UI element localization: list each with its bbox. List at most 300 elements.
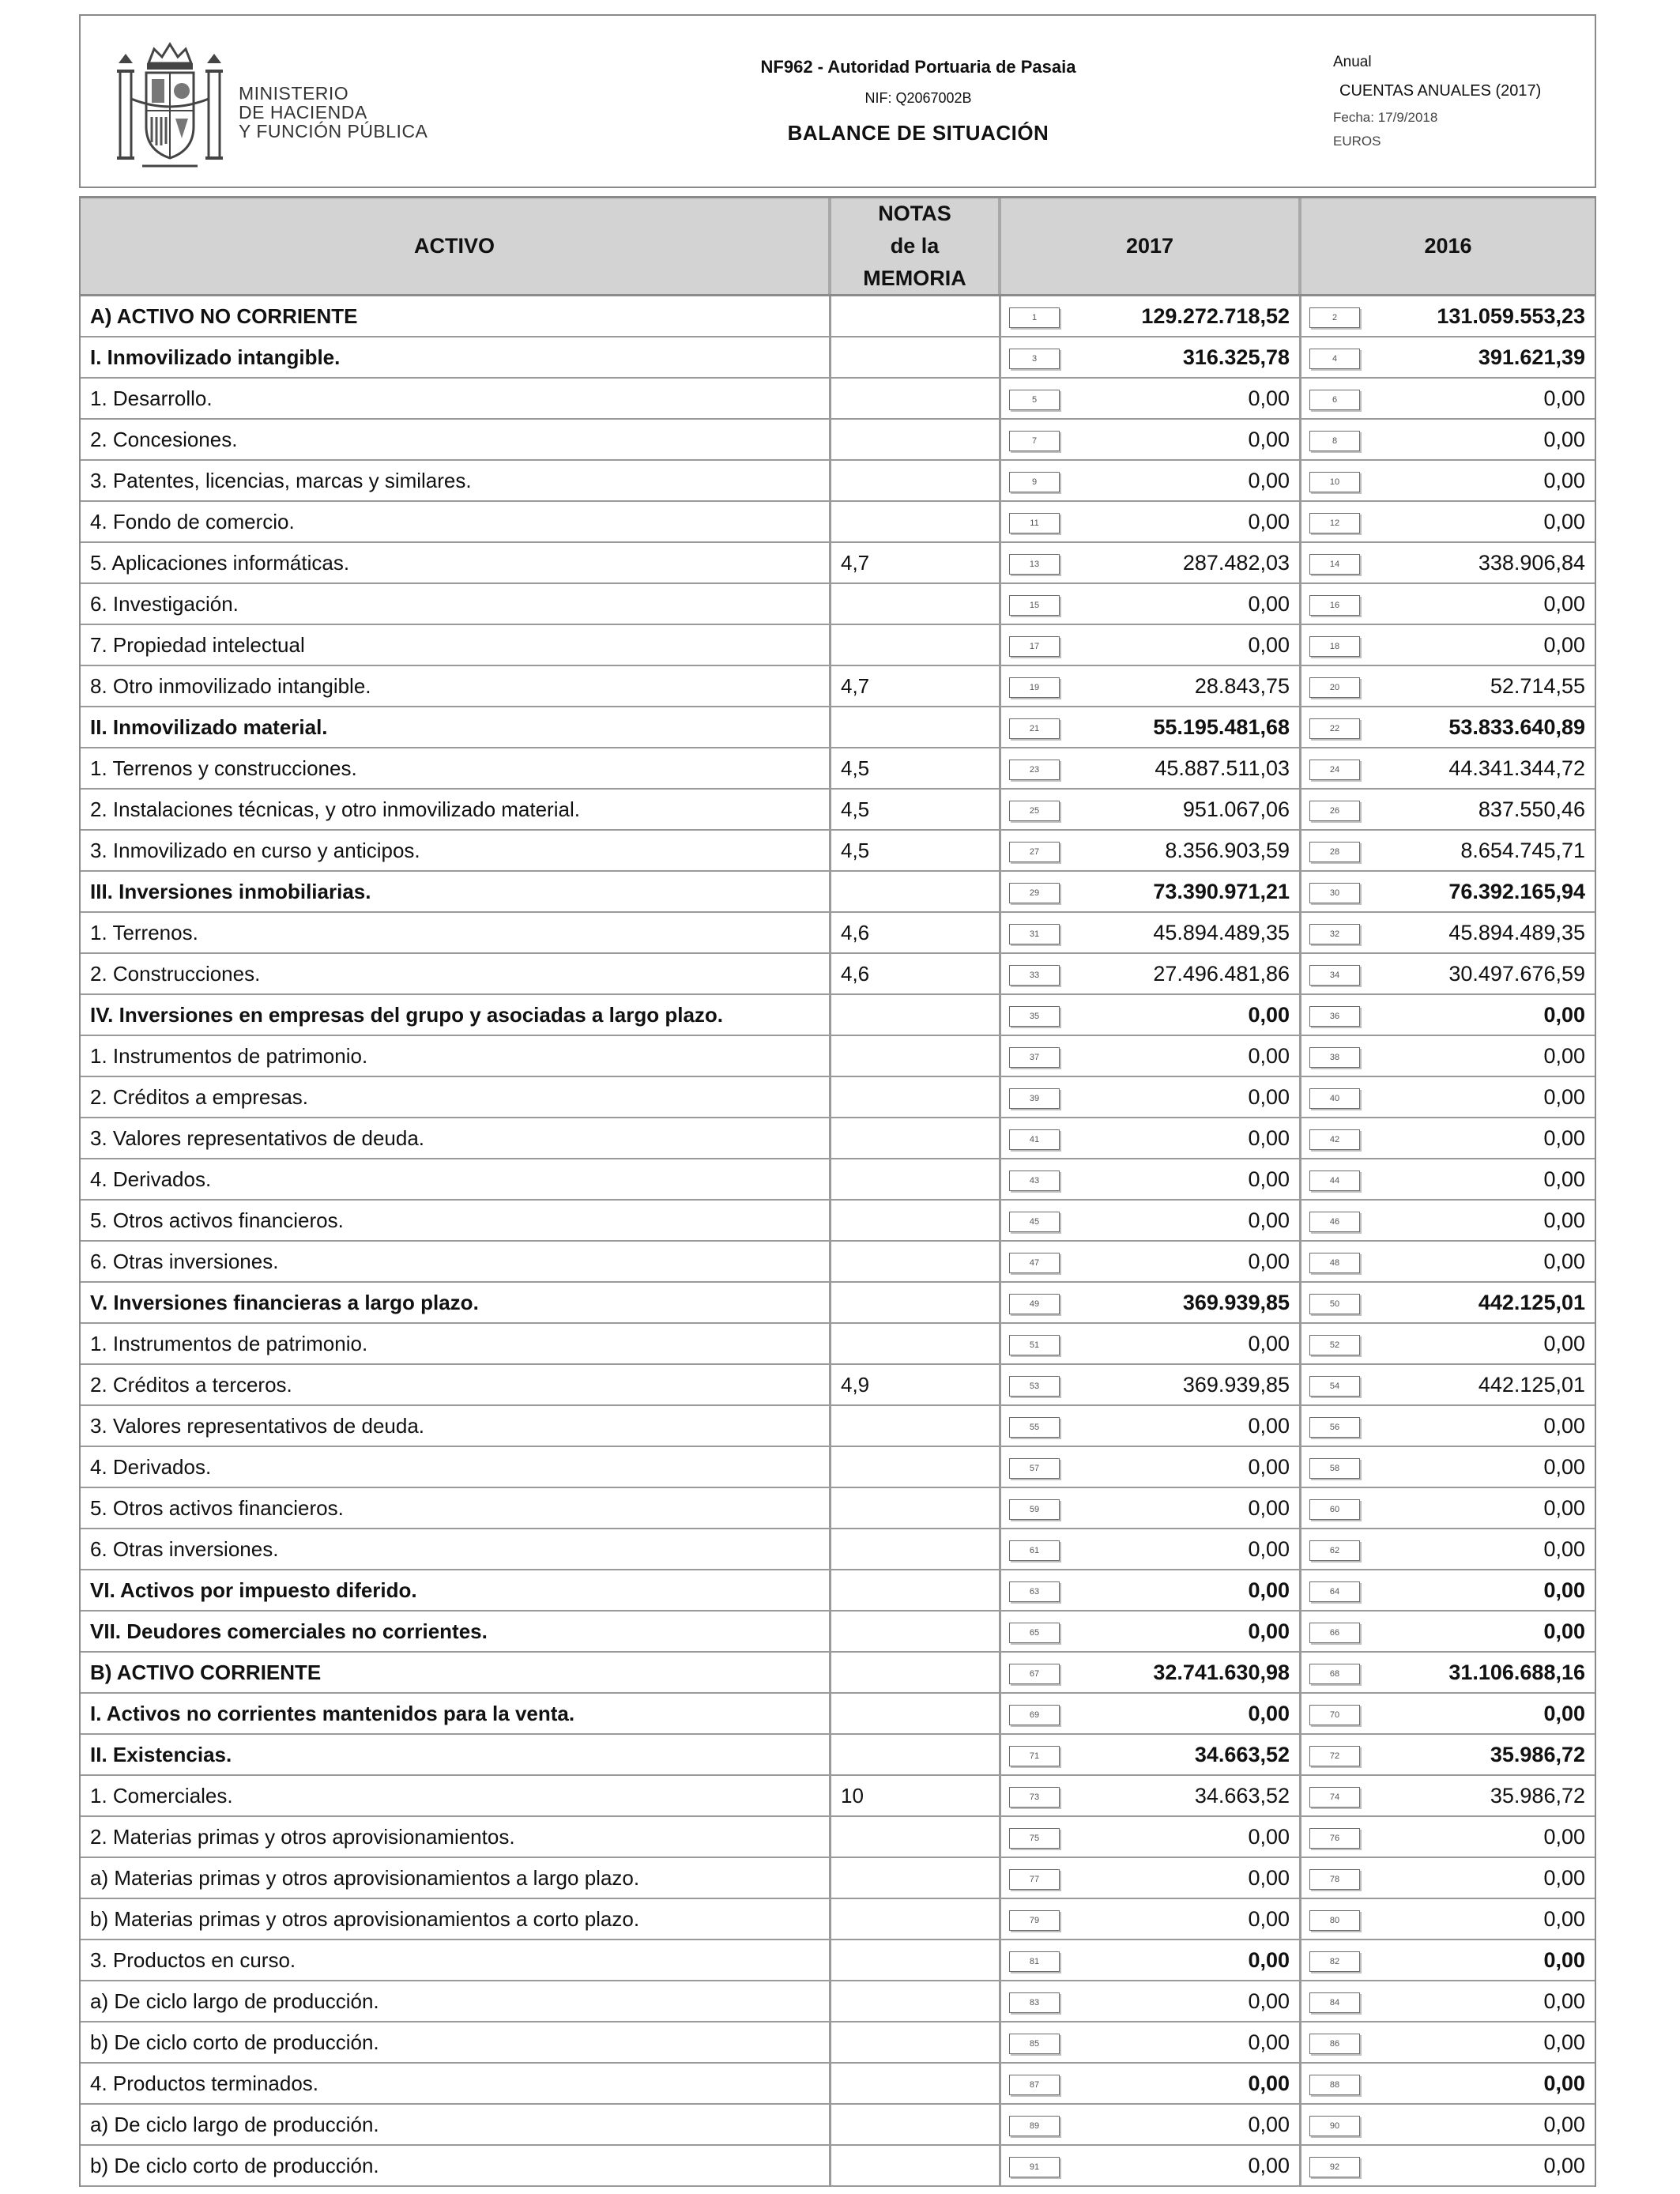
row-label: III. Inversiones inmobiliarias. [81,872,831,911]
cell-2016 [1301,913,1595,952]
header-year-2016: 2016 [1424,234,1472,258]
value-2017: 0,00 [1248,1002,1290,1027]
value-2017: 34.663,52 [1194,1783,1290,1808]
table-row [81,1940,1595,1981]
cell-2016 [1301,2022,1595,2062]
table-row [81,625,1595,666]
row-label: 4. Derivados. [81,1159,831,1199]
row-label: 5. Aplicaciones informáticas. [81,543,831,582]
cell-2016 [1301,2064,1595,2103]
value-2016: 0,00 [1543,1578,1585,1602]
entity-block [681,57,1155,145]
row-notes [831,2022,1001,2062]
cell-2017 [1001,707,1301,747]
box-number: 58 [1309,1458,1360,1479]
box-number: 53 [1009,1376,1060,1397]
cell-2016 [1301,748,1595,788]
box-number: 73 [1009,1787,1060,1808]
box-number: 79 [1009,1910,1060,1931]
document-title: BALANCE DE SITUACIÓN [787,121,1049,145]
value-2017: 369.939,85 [1182,1372,1290,1397]
box-number: 74 [1309,1787,1360,1808]
value-2017: 45.887.511,03 [1155,756,1290,780]
value-2017: 0,00 [1248,509,1290,533]
cell-2016 [1301,1283,1595,1322]
box-number: 11 [1009,513,1060,533]
table-row [81,748,1595,790]
value-2017: 0,00 [1248,1578,1290,1602]
box-number: 37 [1009,1047,1060,1068]
value-2016: 837.550,46 [1478,797,1585,821]
table-row [81,872,1595,913]
table-row [81,1283,1595,1324]
value-2017: 0,00 [1248,1701,1290,1725]
cell-2017 [1001,543,1301,582]
box-number: 61 [1009,1540,1060,1561]
row-notes [831,337,1001,377]
value-2017: 0,00 [1248,2030,1290,2054]
row-label: b) De ciclo corto de producción. [81,2022,831,2062]
table-row [81,2105,1595,2146]
cell-2017 [1001,584,1301,624]
value-2016: 0,00 [1543,1536,1585,1561]
cell-2016 [1301,1324,1595,1363]
coat-of-arms-icon [111,40,229,174]
value-2017: 0,00 [1248,632,1290,657]
box-number: 13 [1009,554,1060,575]
cell-2016 [1301,1036,1595,1076]
value-2017: 0,00 [1248,1167,1290,1191]
row-notes [831,1858,1001,1898]
row-notes: 4,5 [831,748,1001,788]
row-notes: 4,6 [831,913,1001,952]
row-label: 8. Otro inmovilizado intangible. [81,666,831,706]
value-2016: 0,00 [1543,1701,1585,1725]
value-2017: 34.663,52 [1194,1742,1290,1766]
box-number: 49 [1009,1294,1060,1314]
box-number: 51 [1009,1335,1060,1355]
table-row [81,1201,1595,1242]
row-notes [831,1324,1001,1363]
row-notes [831,2064,1001,2103]
box-number: 88 [1309,2075,1360,2095]
row-label: 6. Otras inversiones. [81,1242,831,1281]
row-notes: 4,5 [831,831,1001,870]
entity-name: NF962 - Autoridad Portuaria de Pasaia [760,57,1076,77]
cell-2017 [1001,1406,1301,1446]
row-label: 3. Valores representativos de deuda. [81,1118,831,1158]
cell-2017 [1001,1036,1301,1076]
box-number: 75 [1009,1828,1060,1849]
value-2016: 30.497.676,59 [1448,961,1585,986]
row-label: 2. Concesiones. [81,420,831,459]
value-2016: 0,00 [1543,1208,1585,1232]
value-2016: 0,00 [1543,1947,1585,1972]
table-row [81,2064,1595,2105]
cell-2017 [1001,666,1301,706]
value-2016: 53.833.640,89 [1448,714,1585,739]
row-notes [831,1488,1001,1528]
cell-2017 [1001,296,1301,336]
row-notes [831,1036,1001,1076]
box-number: 33 [1009,965,1060,986]
value-2016: 0,00 [1543,2112,1585,2136]
cell-2016 [1301,790,1595,829]
cell-2017 [1001,1488,1301,1528]
box-number: 3 [1009,349,1060,369]
date-label: Fecha: 17/9/2018 [1333,110,1438,125]
value-2017: 0,00 [1248,1208,1290,1232]
row-label: b) Materias primas y otros aprovisionamientos a corto plazo. [81,1899,831,1939]
row-notes [831,1899,1001,1939]
cell-2017 [1001,1735,1301,1774]
row-label: b) De ciclo corto de producción. [81,2146,831,2185]
cell-2017 [1001,790,1301,829]
value-2017: 28.843,75 [1194,673,1290,698]
box-number: 82 [1309,1951,1360,1972]
value-2016: 0,00 [1543,2030,1585,2054]
cell-2017 [1001,748,1301,788]
value-2016: 0,00 [1543,1167,1585,1191]
value-2016: 0,00 [1543,1043,1585,1068]
table-row [81,707,1595,748]
cell-2016 [1301,1118,1595,1158]
table-row [81,831,1595,872]
value-2017: 0,00 [1248,1043,1290,1068]
cell-2016 [1301,1365,1595,1404]
cell-2016 [1301,1899,1595,1939]
cell-2017 [1001,1694,1301,1733]
table-row [81,1118,1595,1159]
box-number: 42 [1309,1129,1360,1150]
table-row [81,1036,1595,1077]
value-2017: 951.067,06 [1182,797,1290,821]
row-label: 4. Fondo de comercio. [81,502,831,541]
box-number: 39 [1009,1088,1060,1109]
box-number: 59 [1009,1499,1060,1520]
value-2017: 369.939,85 [1182,1290,1290,1314]
box-number: 48 [1309,1253,1360,1273]
row-label: 1. Desarrollo. [81,379,831,418]
value-2017: 32.741.630,98 [1153,1660,1290,1684]
row-notes: 4,9 [831,1365,1001,1404]
box-number: 55 [1009,1417,1060,1438]
box-number: 52 [1309,1335,1360,1355]
box-number: 70 [1309,1705,1360,1725]
row-notes [831,502,1001,541]
cell-2016 [1301,1406,1595,1446]
row-label: 5. Otros activos financieros. [81,1488,831,1528]
box-number: 20 [1309,677,1360,698]
cell-2017 [1001,1118,1301,1158]
table-row [81,420,1595,461]
value-2017: 0,00 [1248,1331,1290,1355]
table-row [81,1529,1595,1570]
cell-2016 [1301,1817,1595,1857]
table-row [81,1899,1595,1940]
cell-2017 [1001,1447,1301,1487]
row-notes [831,995,1001,1035]
row-notes [831,1981,1001,2021]
row-notes [831,1283,1001,1322]
box-number: 18 [1309,636,1360,657]
table-row [81,790,1595,831]
table-row [81,584,1595,625]
entity-nif: NIF: Q2067002B [864,90,972,106]
value-2017: 0,00 [1248,1865,1290,1890]
cell-2017 [1001,420,1301,459]
value-2016: 0,00 [1543,1002,1585,1027]
row-label: 5. Otros activos financieros. [81,1201,831,1240]
row-notes [831,1653,1001,1692]
value-2017: 0,00 [1248,1249,1290,1273]
cell-2016 [1301,831,1595,870]
cell-2016 [1301,2146,1595,2185]
box-number: 7 [1009,431,1060,451]
value-2017: 0,00 [1248,2153,1290,2177]
value-2017: 0,00 [1248,2071,1290,2095]
cell-2016 [1301,995,1595,1035]
value-2017: 27.496.481,86 [1153,961,1290,986]
box-number: 4 [1309,349,1360,369]
row-label: 2. Construcciones. [81,954,831,993]
value-2017: 0,00 [1248,591,1290,616]
cell-2016 [1301,954,1595,993]
box-number: 86 [1309,2034,1360,2054]
cell-2017 [1001,1324,1301,1363]
table-row [81,1735,1595,1776]
box-number: 24 [1309,760,1360,780]
row-notes [831,2146,1001,2185]
box-number: 43 [1009,1171,1060,1191]
box-number: 15 [1009,595,1060,616]
value-2016: 45.894.489,35 [1448,920,1585,944]
cell-2017 [1001,2146,1301,2185]
table-row [81,1242,1595,1283]
header-notas: NOTAS de la MEMORIA [831,198,1001,294]
value-2016: 35.986,72 [1490,1783,1585,1808]
box-number: 89 [1009,2116,1060,2136]
table-row [81,1447,1595,1488]
box-number: 26 [1309,801,1360,821]
value-2016: 0,00 [1543,1865,1585,1890]
table-row [81,1817,1595,1858]
row-notes [831,1242,1001,1281]
cell-2016 [1301,1612,1595,1651]
value-2017: 0,00 [1248,468,1290,492]
cell-2016 [1301,1570,1595,1610]
period-block [1333,54,1541,149]
value-2016: 442.125,01 [1478,1290,1585,1314]
row-notes [831,1940,1001,1980]
cell-2017 [1001,2064,1301,2103]
row-label: 1. Terrenos. [81,913,831,952]
box-number: 27 [1009,842,1060,862]
row-notes [831,1529,1001,1569]
row-label: 3. Valores representativos de deuda. [81,1406,831,1446]
accounts-label: CUENTAS ANUALES (2017) [1339,82,1542,100]
row-notes [831,2105,1001,2144]
table-row [81,1365,1595,1406]
box-number: 5 [1009,390,1060,410]
row-label: 3. Patentes, licencias, marcas y similares. [81,461,831,500]
row-notes [831,872,1001,911]
box-number: 22 [1309,718,1360,739]
value-2016: 31.106.688,16 [1448,1660,1585,1684]
header-year-2017: 2017 [1001,198,1301,294]
row-notes: 4,6 [831,954,1001,993]
box-number: 71 [1009,1746,1060,1766]
table-row [81,461,1595,502]
value-2016: 0,00 [1543,632,1585,657]
cell-2017 [1001,379,1301,418]
box-number: 91 [1009,2157,1060,2177]
cell-2016 [1301,420,1595,459]
cell-2016 [1301,1529,1595,1569]
cell-2017 [1001,502,1301,541]
box-number: 10 [1309,472,1360,492]
box-number: 2 [1309,307,1360,328]
table-row [81,954,1595,995]
value-2017: 73.390.971,21 [1153,879,1290,903]
currency-label: EUROS [1333,134,1381,149]
value-2017: 0,00 [1248,1125,1290,1150]
cell-2016 [1301,1858,1595,1898]
value-2016: 0,00 [1543,1619,1585,1643]
value-2017: 8.356.903,59 [1165,838,1290,862]
row-notes: 4,7 [831,543,1001,582]
box-number: 46 [1309,1212,1360,1232]
box-number: 72 [1309,1746,1360,1766]
value-2016: 0,00 [1543,427,1585,451]
row-notes [831,1817,1001,1857]
table-header [81,196,1595,296]
table-row [81,1488,1595,1529]
box-number: 23 [1009,760,1060,780]
table-row [81,1981,1595,2022]
table-row [81,1612,1595,1653]
value-2016: 0,00 [1543,1824,1585,1849]
row-notes [831,1735,1001,1774]
value-2017: 0,00 [1248,1619,1290,1643]
row-notes [831,1159,1001,1199]
row-label: 2. Instalaciones técnicas, y otro inmovilizado material. [81,790,831,829]
box-number: 31 [1009,924,1060,944]
value-2016: 0,00 [1543,509,1585,533]
row-label: 1. Instrumentos de patrimonio. [81,1324,831,1363]
row-notes [831,584,1001,624]
value-2016: 0,00 [1543,1989,1585,2013]
box-number: 29 [1009,883,1060,903]
cell-2017 [1001,1612,1301,1651]
cell-2016 [1301,707,1595,747]
cell-2016 [1301,1735,1595,1774]
row-notes: 4,7 [831,666,1001,706]
table-row [81,1858,1595,1899]
box-number: 32 [1309,924,1360,944]
value-2016: 442.125,01 [1478,1372,1585,1397]
row-label: V. Inversiones financieras a largo plazo. [81,1283,831,1322]
cell-2017 [1001,1077,1301,1117]
cell-2016 [1301,543,1595,582]
box-number: 16 [1309,595,1360,616]
cell-2017 [1001,872,1301,911]
box-number: 54 [1309,1376,1360,1397]
value-2016: 0,00 [1543,1249,1585,1273]
table-row [81,502,1595,543]
row-label: 1. Instrumentos de patrimonio. [81,1036,831,1076]
value-2017: 129.272.718,52 [1141,303,1290,328]
box-number: 30 [1309,883,1360,903]
value-2016: 0,00 [1543,2071,1585,2095]
box-number: 45 [1009,1212,1060,1232]
value-2016: 338.906,84 [1478,550,1585,575]
value-2017: 0,00 [1248,1495,1290,1520]
value-2016: 0,00 [1543,1084,1585,1109]
box-number: 14 [1309,554,1360,575]
value-2016: 0,00 [1543,1495,1585,1520]
cell-2017 [1001,1242,1301,1281]
cell-2017 [1001,1159,1301,1199]
box-number: 1 [1009,307,1060,328]
box-number: 81 [1009,1951,1060,1972]
cell-2017 [1001,461,1301,500]
cell-2016 [1301,1201,1595,1240]
table-row [81,543,1595,584]
row-notes [831,1612,1001,1651]
value-2017: 0,00 [1248,1454,1290,1479]
cell-2017 [1001,1899,1301,1939]
cell-2016 [1301,1242,1595,1281]
table-row [81,913,1595,954]
row-label: A) ACTIVO NO CORRIENTE [81,296,831,336]
cell-2016 [1301,1776,1595,1815]
box-number: 67 [1009,1664,1060,1684]
ministry-name: MINISTERIO DE HACIENDA Y FUNCIÓN PÚBLICA [239,83,428,141]
box-number: 35 [1009,1006,1060,1027]
row-label: B) ACTIVO CORRIENTE [81,1653,831,1692]
cell-2016 [1301,1447,1595,1487]
row-label: I. Activos no corrientes mantenidos para la venta. [81,1694,831,1733]
cell-2017 [1001,1776,1301,1815]
table-row [81,995,1595,1036]
box-number: 25 [1009,801,1060,821]
row-notes: 4,5 [831,790,1001,829]
box-number: 62 [1309,1540,1360,1561]
row-label: VII. Deudores comerciales no corrientes. [81,1612,831,1651]
value-2017: 0,00 [1248,1536,1290,1561]
cell-2016 [1301,872,1595,911]
box-number: 64 [1309,1581,1360,1602]
table-row [81,379,1595,420]
cell-2016 [1301,1159,1595,1199]
value-2017: 0,00 [1248,1906,1290,1931]
value-2016: 35.986,72 [1490,1742,1585,1766]
box-number: 47 [1009,1253,1060,1273]
row-label: 2. Créditos a empresas. [81,1077,831,1117]
value-2016: 0,00 [1543,468,1585,492]
box-number: 68 [1309,1664,1360,1684]
row-label: 2. Materias primas y otros aprovisionamientos. [81,1817,831,1857]
box-number: 19 [1009,677,1060,698]
box-number: 65 [1009,1623,1060,1643]
row-label: 4. Derivados. [81,1447,831,1487]
row-label: 6. Investigación. [81,584,831,624]
cell-2017 [1001,1570,1301,1610]
value-2017: 0,00 [1248,1947,1290,1972]
cell-2017 [1001,954,1301,993]
cell-2016 [1301,1981,1595,2021]
